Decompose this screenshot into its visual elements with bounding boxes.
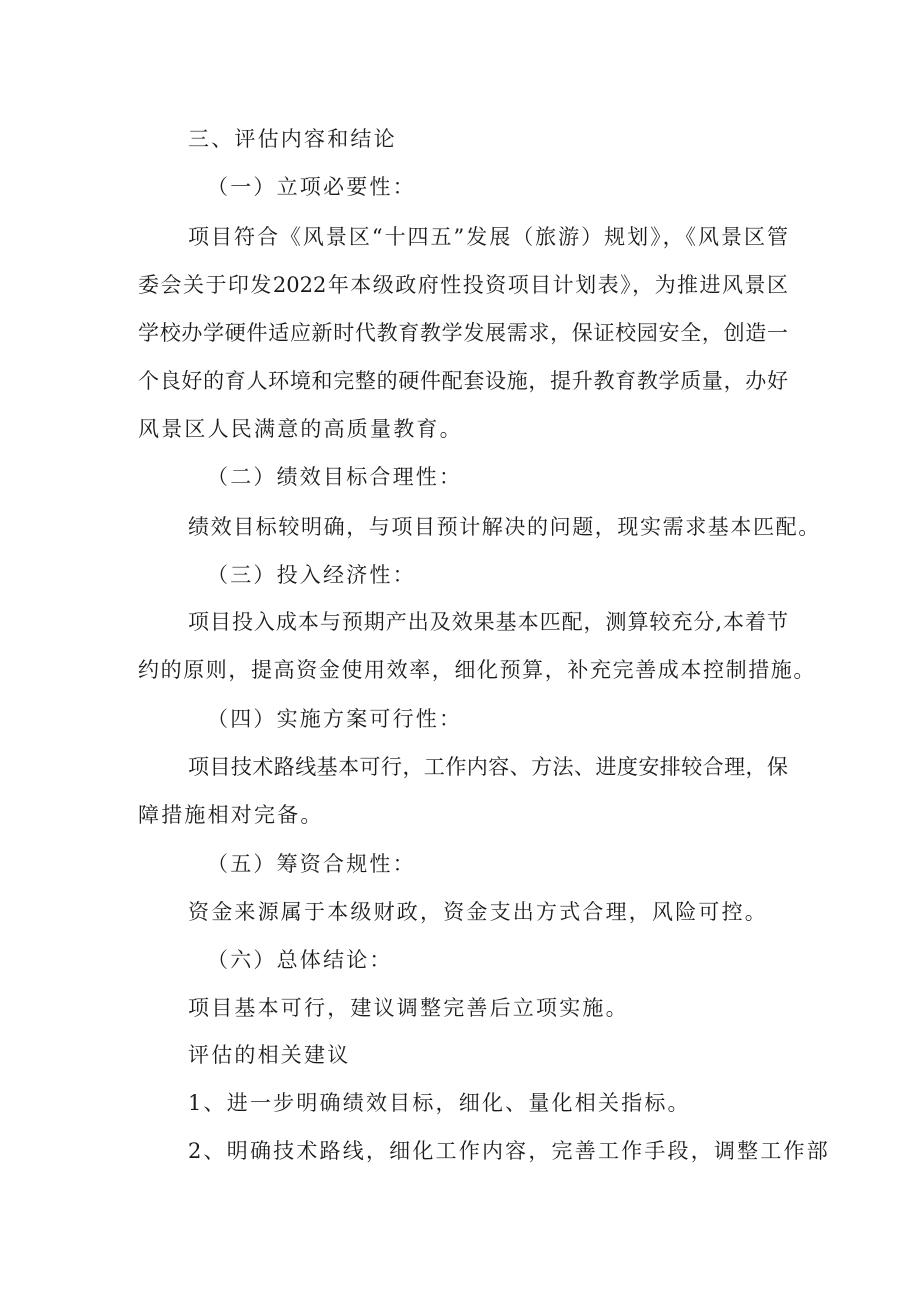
paragraph-line: 项目技术路线基本可行，工作内容、方法、进度安排较合理，保 xyxy=(188,755,788,779)
paragraph-line: 障措施相对完备。 xyxy=(138,803,324,827)
paragraph-line: 约的原则，提高资金使用效率，细化预算，补充完善成本控制措施。 xyxy=(138,658,816,682)
subheading-suggestions: 评估的相关建议 xyxy=(188,1043,351,1067)
paragraph-line: 项目投入成本与预期产出及效果基本匹配，测算较充分,本着节 xyxy=(188,610,788,634)
paragraph-line: 项目符合《风景区“十四五”发展（旅游）规划》，《风景区管 xyxy=(188,225,788,249)
list-item: 1、进一步明确绩效目标，细化、量化相关指标。 xyxy=(188,1091,691,1115)
subheading-necessity: （一）立项必要性： xyxy=(207,175,416,199)
subheading-economy: （三）投入经济性： xyxy=(207,563,416,587)
subheading-conclusion: （六）总体结论： xyxy=(207,948,393,972)
paragraph-line: 项目基本可行，建议调整完善后立项实施。 xyxy=(188,996,629,1020)
section-heading: 三、评估内容和结论 xyxy=(188,127,397,151)
paragraph-line: 绩效目标较明确，与项目预计解决的问题，现实需求基本匹配。 xyxy=(188,515,821,539)
paragraph-line: 委会关于印发2022年本级政府性投资项目计划表》，为推进风景区 xyxy=(138,273,788,297)
paragraph-line: 风景区人民满意的高质量教育。 xyxy=(138,417,463,441)
subheading-funding: （五）筹资合规性： xyxy=(207,852,416,876)
paragraph-line: 个良好的育人环境和完整的硬件配套设施，提升教育教学质量，办好 xyxy=(138,369,788,393)
subheading-performance: （二）绩效目标合理性： xyxy=(207,465,463,489)
subheading-feasibility: （四）实施方案可行性： xyxy=(207,707,463,731)
paragraph-line: 学校办学硬件适应新时代教育教学发展需求，保证校园安全，创造一 xyxy=(138,321,788,345)
list-item: 2、明确技术路线，细化工作内容，完善工作手段，调整工作部 xyxy=(188,1139,830,1163)
paragraph-line: 资金来源属于本级财政，资金支出方式合理，风险可控。 xyxy=(188,900,768,924)
